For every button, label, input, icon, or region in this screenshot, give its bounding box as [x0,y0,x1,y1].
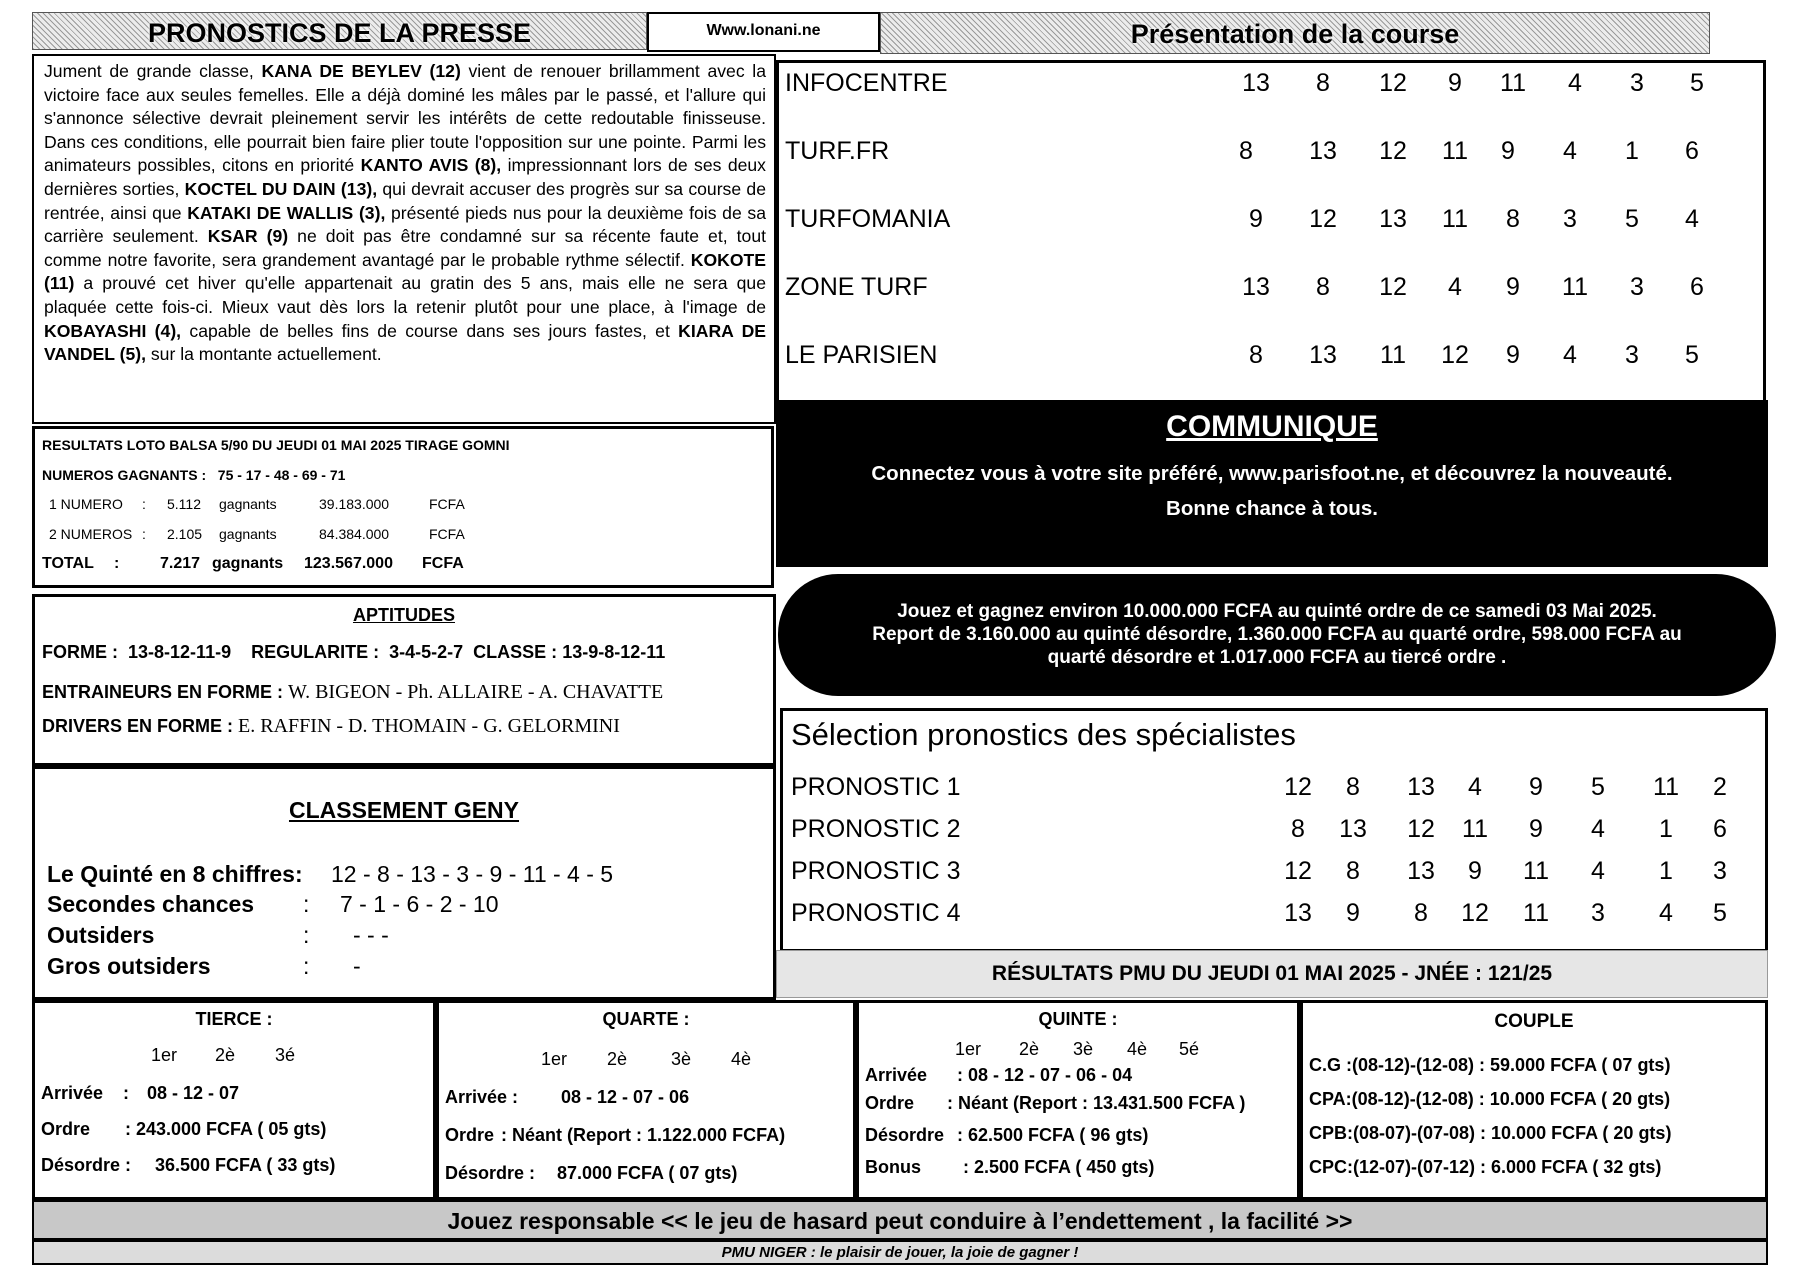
specialist-pick-number: 8 [1346,773,1360,801]
specialist-pick-number: 4 [1591,815,1605,843]
winning-numbers: 75 - 17 - 48 - 69 - 71 [217,467,346,483]
loto-winning-numbers [42,467,345,483]
aptitudes-drivers-row [42,715,620,738]
specialist-pick-number: 8 [1346,857,1360,885]
press-pick-number: 8 [1239,137,1253,165]
press-pick-number: 9 [1448,69,1462,97]
pmu-results-title-bar [776,950,1768,998]
specialist-pick-number: 12 [1284,773,1312,801]
specialist-pick-number: 11 [1523,899,1549,927]
specialists-title: Sélection pronostics des spécialistes [791,717,1296,752]
total-gagnants: gagnants [212,555,284,572]
quarte-place-3: 3è [671,1049,692,1069]
quinte-ordre-label: Ordre [865,1093,915,1113]
couple-row-cpb: CPB:(08-07)-(07-08) : 10.000 FCFA ( 20 gts) [1309,1123,1672,1143]
quinte-place-4: 4è [1127,1039,1148,1059]
jackpot-line2: Report de 3.160.000 au quinté désordre, 1.360.000 FCFA au quarté ordre, 598.000 FCFA au [872,624,1682,645]
footer-slogan-bar [32,1240,1768,1265]
specialist-pick-number: 13 [1284,899,1312,927]
specialist-name: PRONOSTIC 3 [791,857,961,885]
tierce-place-1: 1er [151,1045,178,1065]
communique-box [776,400,1768,567]
header-right-banner [880,12,1710,54]
press-source-name: TURFOMANIA [785,205,951,233]
horse-name: KOCTEL DU DAIN (13), [184,178,378,199]
commentary-segment: Jument de grande classe, [44,61,262,81]
press-source-name: TURF.FR [785,137,890,165]
press-pick-number: 12 [1309,205,1337,233]
press-pick-number: 4 [1563,137,1577,165]
classement-label-gros: Gros outsiders [47,953,211,979]
specialist-pick-number: 3 [1713,857,1727,885]
specialist-pick-number: 12 [1407,815,1435,843]
horse-name: KANTO AVIS (8), [360,155,502,176]
quinte-title: QUINTE : [1038,1009,1118,1029]
horse-name: KOBAYASHI (4), [44,320,182,341]
press-pick-number: 12 [1379,69,1407,97]
press-pick-number: 4 [1448,273,1462,301]
quarte-place-4: 4è [731,1049,752,1069]
press-pick-number: 11 [1500,69,1526,97]
race-presentation-title: Présentation de la course [1130,19,1460,49]
total-currency: FCFA [422,555,464,572]
press-pick-number: 6 [1685,137,1699,165]
specialist-pick-number: 3 [1591,899,1605,927]
quarte-desordre-value: 87.000 FCFA ( 07 gts) [557,1163,738,1183]
loto-amount: 84.384.000 [319,526,390,542]
tierce-ordre-value: : 243.000 FCFA ( 05 gts) [125,1119,327,1139]
total-label: TOTAL [42,555,94,572]
quinte-box [856,1000,1300,1200]
jackpot-line3: quarté désordre et 1.017.000 FCFA au tiercé ordre . [1047,647,1507,668]
quarte-ordre-label: Ordre [445,1125,495,1145]
loto-sep: : [142,526,146,542]
quarte-title: QUARTE : [602,1009,690,1029]
commentary-segment: capable de belles fins de course dans ses jours fastes, et [181,320,679,341]
classement-label-outsiders: Outsiders [47,922,155,948]
quinte-bonus-value: : 2.500 FCFA ( 450 gts) [963,1157,1155,1177]
specialist-pick-number: 9 [1529,773,1543,801]
press-pick-number: 4 [1563,341,1577,369]
press-pick-number: 13 [1242,69,1270,97]
communique-title: COMMUNIQUE [1166,410,1378,443]
couple-title: COUPLE [1494,1011,1574,1032]
press-pick-number: 4 [1568,69,1582,97]
press-pick-number: 9 [1506,273,1520,301]
press-pick-number: 11 [1442,137,1468,165]
communique-line2: Bonne chance à tous. [1166,497,1378,520]
press-pick-number: 9 [1501,137,1515,165]
horse-name: KIARA DE VANDEL (5), [44,320,767,365]
classement-colon-secondes: : [303,891,310,917]
commentary-segment: impressionnant lors de ses deux dernières sorties, [44,155,766,199]
classement-colon-gros: : [303,953,310,979]
press-pick-number: 13 [1379,205,1407,233]
winning-label: NUMEROS GAGNANTS : [42,467,207,483]
press-pick-number: 12 [1441,341,1469,369]
tierce-title: TIERCE : [195,1009,273,1029]
specialist-pick-number: 4 [1468,773,1482,801]
footer-responsible-bar [32,1200,1768,1240]
pmu-results-title: RÉSULTATS PMU DU JEUDI 01 MAI 2025 - JNÉE : 121/25 [991,962,1553,985]
quarte-place-2: 2è [607,1049,628,1069]
quarte-box [436,1000,856,1200]
quarte-place-1: 1er [541,1049,568,1069]
press-pick-number: 5 [1625,205,1639,233]
press-pick-number: 11 [1380,341,1406,369]
classement-label-secondes: Secondes chances [47,891,255,917]
total-sep: : [114,555,120,572]
press-pick-number: 13 [1309,341,1337,369]
press-pick-number: 3 [1625,341,1639,369]
tierce-ordre-label: Ordre [41,1119,91,1139]
commentary-segment: ne doit pas être condamné sur sa récente faute et, tout comme notre favorite, sera grandement avantagé par le probable rythme sélectif. [44,226,766,270]
loto-label: 2 NUMEROS [49,526,133,542]
total-count: 7.217 [160,555,201,572]
press-pick-number: 13 [1242,273,1270,301]
specialist-pick-number: 13 [1407,773,1435,801]
specialist-pick-number: 13 [1339,815,1367,843]
press-forecast-title: PRONOSTICS DE LA PRESSE [147,18,532,48]
quinte-place-1: 1er [955,1039,982,1059]
press-pick-number: 8 [1316,273,1330,301]
loto-sep: : [142,496,146,512]
quinte-desordre-value: : 62.500 FCFA ( 96 gts) [957,1125,1149,1145]
footer-slogan-text: PMU NIGER : le plaisir de jouer, la joie de gagner ! [721,1244,1079,1261]
tierce-desordre-value: 36.500 FCFA ( 33 gts) [155,1155,336,1175]
loto-count: 2.105 [167,526,203,542]
classement-label-quinte: Le Quinté en 8 chiffres: [47,861,303,887]
commentary-segment: qui devrait accuser des progrès sur sa course de rentrée, ainsi que [44,178,766,223]
classement-value-quinte: 12 - 8 - 13 - 3 - 9 - 11 - 4 - 5 [331,861,614,887]
press-pick-number: 12 [1379,273,1407,301]
tierce-arrivee-value: 08 - 12 - 07 [147,1083,240,1103]
classement-value-gros: - [353,953,361,979]
horse-name: KOKOTE (11) [44,249,766,294]
press-pick-number: 3 [1630,69,1644,97]
website-label[interactable]: Www.lonani.ne [647,12,880,52]
classement-colon-outsiders: : [303,922,310,948]
total-amount: 123.567.000 [304,555,393,572]
press-commentary-text [44,60,766,367]
jackpot-banner [778,574,1776,696]
aptitudes-title: APTITUDES [352,605,455,625]
specialist-pick-number: 8 [1291,815,1305,843]
specialist-pick-number: 12 [1461,899,1489,927]
press-pick-number: 1 [1625,137,1639,165]
loto-cur: FCFA [429,526,465,542]
tierce-arrivee-label: Arrivée [41,1083,104,1103]
drivers-label: DRIVERS EN FORME : [42,716,234,736]
press-pick-number: 12 [1379,137,1407,165]
specialist-pick-number: 1 [1659,857,1673,885]
specialist-name: PRONOSTIC 4 [791,899,961,927]
quinte-place-5: 5é [1179,1039,1200,1059]
footer-responsible-text: Jouez responsable << le jeu de hasard peut conduire à l’endettement , la facilité >> [447,1208,1353,1234]
press-pick-number: 8 [1506,205,1520,233]
specialist-pick-number: 2 [1713,773,1727,801]
quarte-desordre-label: Désordre : [445,1163,536,1183]
press-pick-number: 11 [1562,273,1588,301]
loto-label: 1 NUMERO [49,496,123,512]
commentary-segment: sur la montante actuellement. [146,344,382,365]
tierce-desordre-label: Désordre : [41,1155,132,1175]
commentary-segment: a prouvé cet hiver qu'elle appartenait au gratin des 5 ans, mais elle ne sera que plaquée cette fois-ci. Mieux vaut dès lors la retenir plutôt pour une place, à l'image de [44,273,766,317]
trainers-label: ENTRAINEURS EN FORME : [42,682,284,702]
specialist-pick-number: 5 [1591,773,1605,801]
trainers-value: W. BIGEON - Ph. ALLAIRE - A. CHAVATTE [288,681,664,703]
commentary-segment: présenté pieds nus pour la deuxième fois de sa carrière seulement. [44,202,766,247]
forme-label: FORME : [42,642,118,662]
loto-amount: 39.183.000 [319,496,390,512]
quinte-desordre-label: Désordre [865,1125,945,1145]
specialist-pick-number: 9 [1468,857,1482,885]
loto-count: 5.112 [167,496,201,512]
header-left-banner [32,12,647,50]
classe-value: 13-9-8-12-11 [562,642,666,662]
specialist-pick-number: 11 [1523,857,1549,885]
specialist-pick-number: 11 [1462,815,1488,843]
classement-value-outsiders: - - - [353,922,389,948]
loto-results-box [32,426,774,588]
specialist-pick-number: 9 [1529,815,1543,843]
loto-title: RESULTATS LOTO BALSA 5/90 DU JEUDI 01 MAI 2025 TIRAGE GOMNI [42,437,510,453]
press-commentary-box [32,54,776,424]
press-source-name: LE PARISIEN [785,341,938,369]
couple-row-cpc: CPC:(12-07)-(07-12) : 6.000 FCFA ( 32 gts) [1309,1157,1662,1177]
specialist-pick-number: 13 [1407,857,1435,885]
specialist-pick-number: 4 [1659,899,1673,927]
press-pick-number: 8 [1316,69,1330,97]
press-pick-number: 5 [1685,341,1699,369]
classement-box [32,766,776,1000]
regularite-value: 3-4-5-2-7 [389,642,464,662]
tierce-place-2: 2è [215,1045,236,1065]
horse-name: KANA DE BEYLEV (12) [261,61,461,81]
forme-value: 13-8-12-11-9 [128,642,232,662]
quarte-arrivee-label: Arrivée : [445,1087,519,1107]
jackpot-line1: Jouez et gagnez environ 10.000.000 FCFA au quinté ordre de ce samedi 03 Mai 2025. [897,601,1657,622]
tierce-place-3: 3é [275,1045,296,1065]
quinte-bonus-label: Bonus [865,1157,921,1177]
specialist-pick-number: 6 [1713,815,1727,843]
press-forecast-table [776,60,1766,403]
quarte-ordre-value: : Néant (Report : 1.122.000 FCFA) [501,1125,786,1145]
drivers-value: E. RAFFIN - D. THOMAIN - G. GELORMINI [238,715,620,737]
horse-name: KSAR (9) [207,226,289,247]
specialist-pick-number: 12 [1284,857,1312,885]
tierce-box [32,1000,436,1200]
commentary-segment: vient de renouer brillamment avec la victoire face aux seules femelles. Elle a déjà dominé les mâles par le passé, et l'allure qui s'annonce sélective devrait pleinement servir les intérêts de cette redoutable finisseuse. Dans ces conditions, elle pourrait bien faire plier toute l'opposition sur une pointe. Parmi les animateurs possibles, citons en priorité [44,61,766,176]
couple-box [1300,1000,1768,1200]
specialist-name: PRONOSTIC 1 [791,773,961,801]
loto-gagnants: gagnants [219,526,277,542]
classement-value-secondes: 7 - 1 - 6 - 2 - 10 [340,891,499,917]
press-source-name: ZONE TURF [785,273,928,301]
couple-row-cpa: CPA:(08-12)-(12-08) : 10.000 FCFA ( 20 gts) [1309,1089,1671,1109]
regularite-label: REGULARITE : [251,642,380,662]
specialist-name: PRONOSTIC 2 [791,815,961,843]
specialist-pick-number: 5 [1713,899,1727,927]
press-pick-number: 4 [1685,205,1699,233]
classement-title: CLASSEMENT GENY [288,797,520,823]
press-pick-number: 3 [1630,273,1644,301]
classe-label: CLASSE : [473,642,558,662]
loto-cur: FCFA [429,496,465,512]
aptitudes-box [32,594,776,766]
press-pick-number: 9 [1249,205,1263,233]
press-pick-number: 3 [1563,205,1577,233]
quinte-ordre-value: : Néant (Report : 13.431.500 FCFA ) [947,1093,1246,1113]
quarte-arrivee-value: 08 - 12 - 07 - 06 [561,1087,690,1107]
press-pick-number: 6 [1690,273,1704,301]
couple-row-cg: C.G :(08-12)-(12-08) : 59.000 FCFA ( 07 gts) [1309,1055,1671,1075]
press-source-name: INFOCENTRE [785,69,948,97]
quinte-arrivee-value: : 08 - 12 - 07 - 06 - 04 [957,1065,1133,1085]
aptitudes-trainers-row [42,681,663,704]
specialist-pick-number: 11 [1653,773,1679,801]
press-pick-number: 9 [1506,341,1520,369]
quinte-place-2: 2è [1019,1039,1040,1059]
press-pick-number: 5 [1690,69,1704,97]
specialist-pick-number: 8 [1414,899,1428,927]
communique-line1: Connectez vous à votre site préféré, www.parisfoot.ne, et découvrez la nouveauté. [871,462,1673,485]
specialist-pick-number: 1 [1659,815,1673,843]
press-pick-number: 11 [1442,205,1468,233]
aptitudes-forme-row [42,642,665,663]
specialist-pick-number: 9 [1346,899,1360,927]
specialist-pick-number: 4 [1591,857,1605,885]
press-pick-number: 13 [1309,137,1337,165]
press-pick-number: 8 [1249,341,1263,369]
tierce-arrivee-sep: : [123,1083,129,1103]
specialists-box [780,708,1768,952]
quinte-arrivee-label: Arrivée [865,1065,928,1085]
loto-gagnants: gagnants [219,496,277,512]
horse-name: KATAKI DE WALLIS (3), [187,202,386,223]
quinte-place-3: 3è [1073,1039,1094,1059]
